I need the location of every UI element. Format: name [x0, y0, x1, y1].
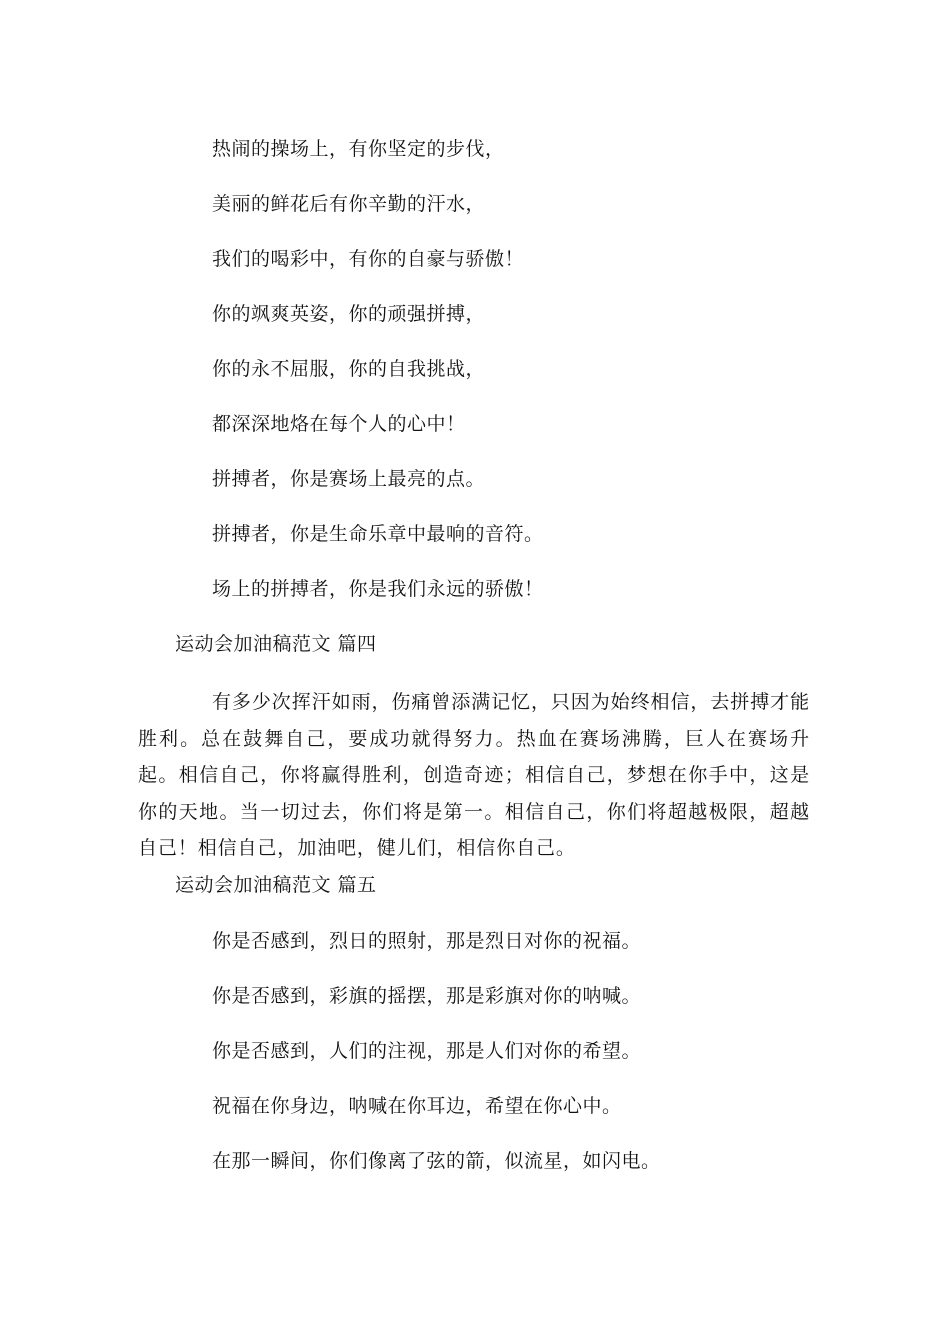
- verse-line: 我们的喝彩中，有你的自豪与骄傲！: [212, 248, 525, 270]
- verse-line: 都深深地烙在每个人的心中！: [212, 413, 466, 435]
- verse-line: 你是否感到，烈日的照射，那是烈日对你的祝福。: [212, 930, 642, 952]
- verse-line: 你的永不屈服，你的自我挑战，: [212, 358, 486, 380]
- section-four-heading: 运动会加油稿范文 篇四: [175, 633, 377, 655]
- verse-line: 拼搏者，你是生命乐章中最响的音符。: [212, 523, 544, 545]
- verse-line: 你的飒爽英姿，你的顽强拼搏，: [212, 303, 486, 325]
- verse-line: 场上的拼搏者，你是我们永远的骄傲！: [212, 578, 544, 600]
- section-five-heading: 运动会加油稿范文 篇五: [175, 874, 377, 896]
- verse-line: 在那一瞬间，你们像离了弦的箭，似流星，如闪电。: [212, 1150, 661, 1172]
- verse-line: 美丽的鲜花后有你辛勤的汗水，: [212, 193, 486, 215]
- verse-line: 祝福在你身边，呐喊在你耳边，希望在你心中。: [212, 1095, 622, 1117]
- verse-line: 热闹的操场上，有你坚定的步伐，: [212, 138, 505, 160]
- verse-line: 你是否感到，人们的注视，那是人们对你的希望。: [212, 1040, 642, 1062]
- verse-line: 你是否感到，彩旗的摇摆，那是彩旗对你的呐喊。: [212, 985, 642, 1007]
- verse-line: 拼搏者，你是赛场上最亮的点。: [212, 468, 486, 490]
- section-four-paragraph: 有多少次挥汗如雨，伤痛曾添满记忆，只因为始终相信，去拼搏才能胜利。总在鼓舞自己，要成功就得努力。热血在赛场沸腾，巨人在赛场升起。相信自己，你将赢得胜利，创造奇迹；相信自己，梦想在你手中，这是你的天地。当一切过去，你们将是第一。相信自己，你们将超越极限，超越自己！相信自己，加油吧，健儿们，相信你自己。: [138, 691, 810, 859]
